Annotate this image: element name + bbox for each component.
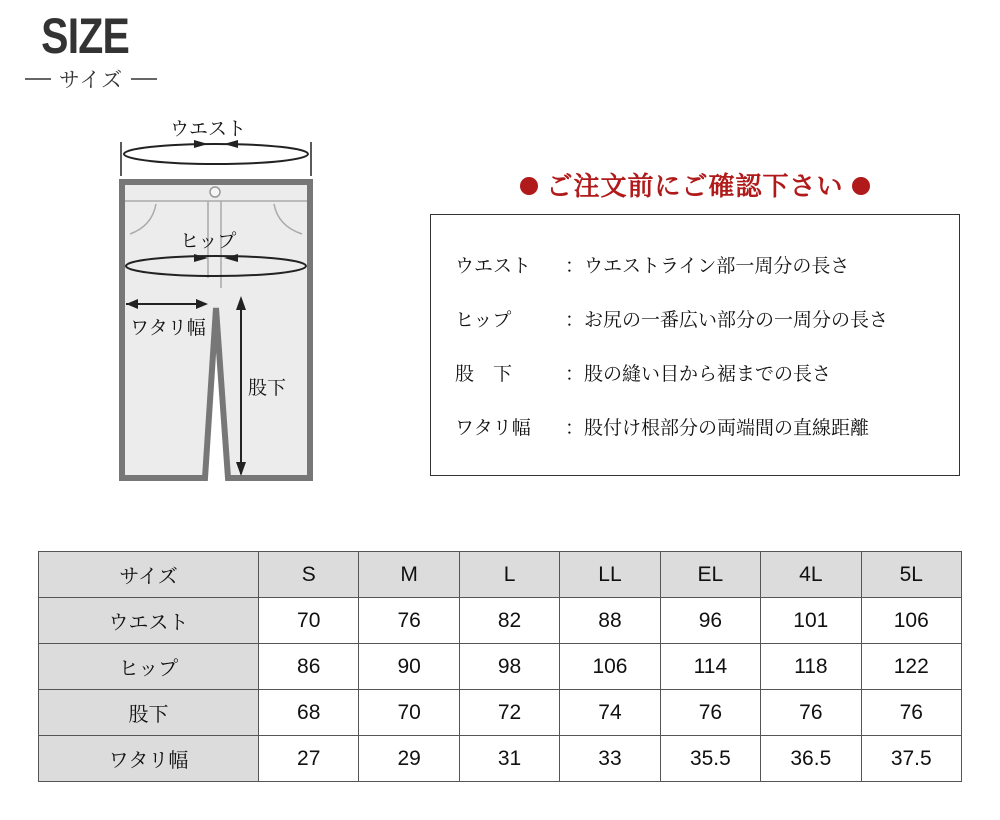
thigh-width-label: ワタリ幅 bbox=[130, 317, 206, 339]
bullet-dot-icon bbox=[520, 177, 538, 195]
table-row bbox=[39, 736, 962, 782]
notice-item bbox=[455, 359, 831, 386]
table-cell: 76 bbox=[660, 690, 760, 736]
column-header: EL bbox=[660, 552, 760, 598]
table-row bbox=[39, 644, 962, 690]
column-header: LL bbox=[560, 552, 660, 598]
column-header: S bbox=[259, 552, 359, 598]
page-title: SIZE bbox=[41, 8, 130, 64]
notice-box bbox=[430, 214, 960, 476]
table-cell: 76 bbox=[761, 690, 861, 736]
table-cell: 36.5 bbox=[761, 736, 861, 782]
table-cell: 76 bbox=[359, 598, 459, 644]
inseam-label: 股下 bbox=[248, 377, 287, 399]
notice-item bbox=[455, 305, 888, 332]
table-cell: 114 bbox=[660, 644, 760, 690]
table-header-row bbox=[39, 552, 962, 598]
table-row bbox=[39, 690, 962, 736]
pants-diagram bbox=[108, 108, 323, 488]
notice-desc: ：股の縫い目から裾までの長さ bbox=[565, 363, 832, 385]
table-cell: 27 bbox=[259, 736, 359, 782]
row-header: 股下 bbox=[39, 690, 259, 736]
table-cell: 88 bbox=[560, 598, 660, 644]
notice-term: ヒップ bbox=[455, 309, 512, 331]
table-cell: 98 bbox=[459, 644, 559, 690]
table-cell: 106 bbox=[560, 644, 660, 690]
notice-desc: ：股付け根部分の両端間の直線距離 bbox=[565, 417, 870, 439]
table-cell: 106 bbox=[861, 598, 961, 644]
column-header: 4L bbox=[761, 552, 861, 598]
notice-item bbox=[455, 413, 869, 440]
table-cell: 76 bbox=[861, 690, 961, 736]
table-cell: 72 bbox=[459, 690, 559, 736]
table-cell: 74 bbox=[560, 690, 660, 736]
column-header: L bbox=[459, 552, 559, 598]
table-cell: 82 bbox=[459, 598, 559, 644]
notice-item bbox=[455, 251, 849, 278]
notice-title bbox=[430, 166, 960, 203]
table-corner-header: サイズ bbox=[39, 552, 259, 598]
column-header: 5L bbox=[861, 552, 961, 598]
table-cell: 86 bbox=[259, 644, 359, 690]
notice-term: ウエスト bbox=[455, 255, 532, 277]
table-row bbox=[39, 598, 962, 644]
table-cell: 90 bbox=[359, 644, 459, 690]
size-table bbox=[38, 551, 962, 782]
table-cell: 101 bbox=[761, 598, 861, 644]
page-subtitle-text: サイズ bbox=[58, 68, 124, 92]
table-cell: 35.5 bbox=[660, 736, 760, 782]
hip-label: ヒップ bbox=[180, 230, 237, 252]
table-cell: 70 bbox=[359, 690, 459, 736]
row-header: ウエスト bbox=[39, 598, 259, 644]
row-header: ヒップ bbox=[39, 644, 259, 690]
table-cell: 31 bbox=[459, 736, 559, 782]
table-cell: 122 bbox=[861, 644, 961, 690]
table-cell: 29 bbox=[359, 736, 459, 782]
table-cell: 70 bbox=[259, 598, 359, 644]
table-cell: 37.5 bbox=[861, 736, 961, 782]
bullet-dot-icon bbox=[852, 177, 870, 195]
notice-term: 股 下 bbox=[455, 363, 513, 385]
notice-desc: ：ウエストライン部一周分の長さ bbox=[565, 255, 850, 277]
table-cell: 118 bbox=[761, 644, 861, 690]
divider bbox=[25, 78, 51, 80]
notice-title-text: ご注文前にご確認下さい bbox=[546, 172, 844, 202]
row-header: ワタリ幅 bbox=[39, 736, 259, 782]
pants-illustration bbox=[108, 108, 323, 488]
column-header: M bbox=[359, 552, 459, 598]
notice-term: ワタリ幅 bbox=[455, 417, 531, 439]
notice-desc: ：お尻の一番広い部分の一周分の長さ bbox=[565, 309, 889, 331]
page-subtitle bbox=[18, 64, 164, 94]
table-cell: 33 bbox=[560, 736, 660, 782]
divider bbox=[131, 78, 157, 80]
table-cell: 68 bbox=[259, 690, 359, 736]
table-cell: 96 bbox=[660, 598, 760, 644]
waist-label: ウエスト bbox=[170, 118, 247, 140]
